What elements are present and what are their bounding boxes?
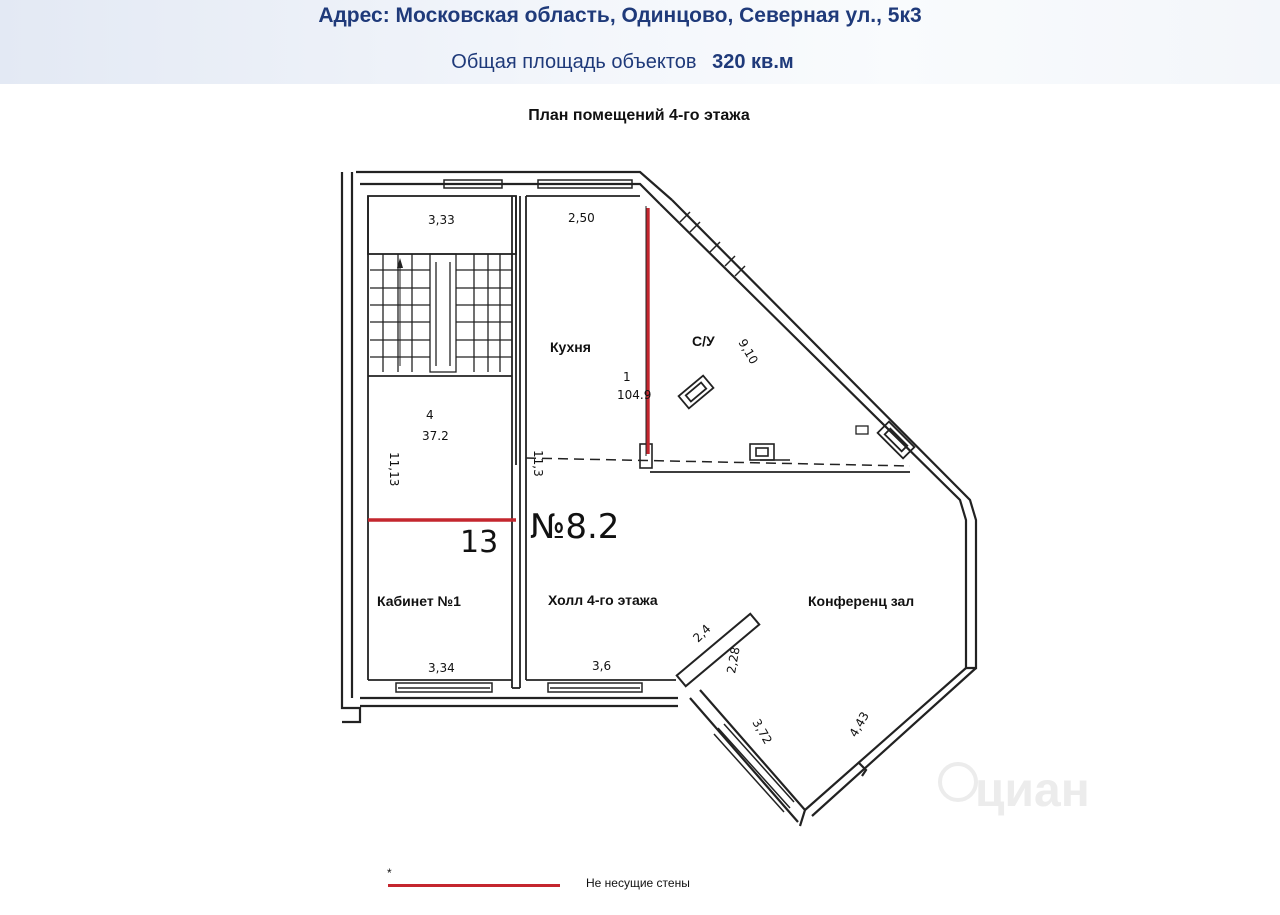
dim-right-diag: 4,43 <box>846 709 872 740</box>
room1-number: 1 <box>623 370 631 384</box>
sink-icon <box>679 376 714 409</box>
wall-marker <box>856 426 868 434</box>
plan-title: План помещений 4-го этажа <box>528 107 750 124</box>
room-label-conference: Конференц зал <box>808 593 915 609</box>
pillar <box>677 614 760 686</box>
vent-icon <box>640 444 790 468</box>
dim-mid-vert: 11,3 <box>531 450 545 477</box>
staircase <box>370 254 512 372</box>
premise-number: №8.2 <box>530 507 620 547</box>
legend-star: * <box>387 866 392 880</box>
address-title: Адрес: Московская область, Одинцово, Северная ул., 5к3 <box>318 4 922 27</box>
total-area-value: 320 кв.м <box>712 51 794 73</box>
outer-walls <box>342 172 976 826</box>
dim-stair-top: 3,33 <box>428 213 455 227</box>
dim-hall-bottom: 3,6 <box>592 659 612 673</box>
dim-wc-len: 9,10 <box>735 336 761 367</box>
dim-pillar-b: 2,28 <box>724 645 743 675</box>
watermark-logo: циан <box>975 764 1090 817</box>
legend-swatch <box>388 884 560 887</box>
room-label-wc: С/У <box>692 333 715 349</box>
room-label-office: Кабинет №1 <box>377 593 461 609</box>
premise-index: 13 <box>460 525 499 560</box>
room1-area: 104.9 <box>617 388 652 402</box>
legend-label: Не несущие стены <box>586 876 690 890</box>
total-area-label: Общая площадь объектов <box>451 51 697 73</box>
dim-bottom-diag: 3,72 <box>749 716 775 747</box>
interior-walls <box>368 196 910 688</box>
dim-office-bottom: 3,34 <box>428 661 455 675</box>
room4-number: 4 <box>426 408 434 422</box>
dim-left-vert: 11,13 <box>387 452 401 487</box>
watermark-icon <box>940 764 976 800</box>
dashed-divider <box>526 458 910 466</box>
room-label-kitchen: Кухня <box>550 339 591 355</box>
dim-kitchen-top: 2,50 <box>568 211 595 225</box>
room-label-hall: Холл 4-го этажа <box>548 592 658 608</box>
dim-pillar-a: 2,4 <box>690 621 714 646</box>
room4-area: 37.2 <box>422 429 449 443</box>
